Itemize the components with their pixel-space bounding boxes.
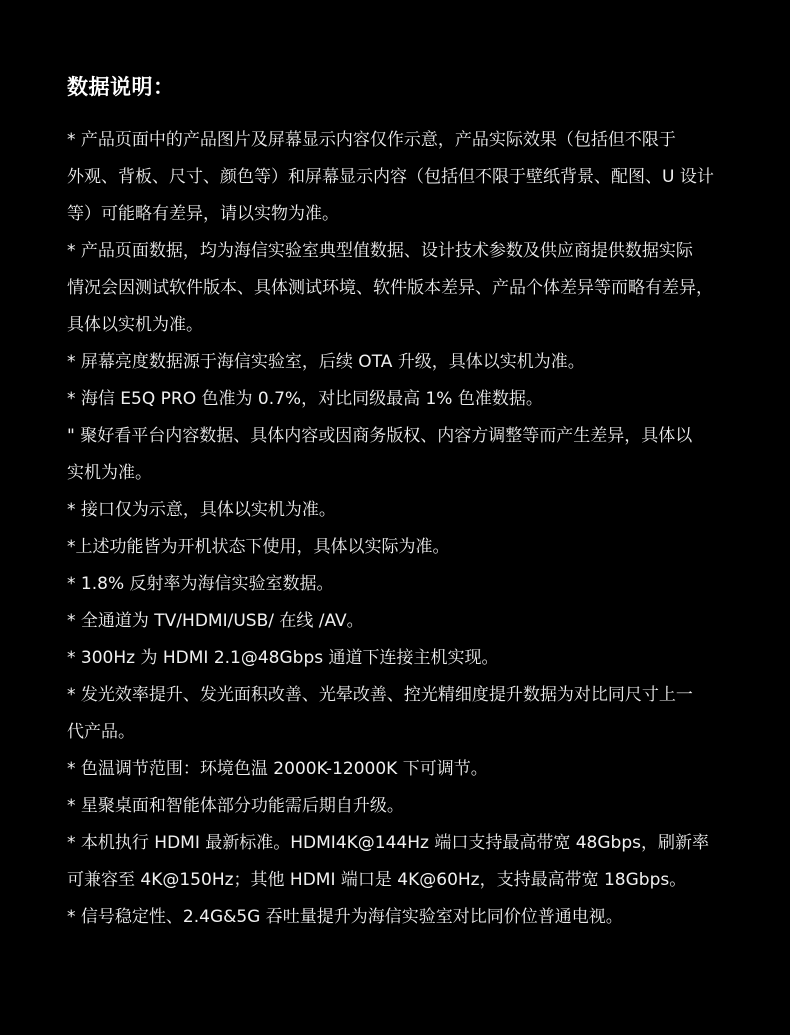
disclaimer-line: * 1.8% 反射率为海信实验室数据。 — [67, 574, 334, 594]
disclaimer-notes-list — [67, 122, 757, 936]
disclaimer-line: * 300Hz 为 HDMI 2.1@48Gbps 通道下连接主机实现。 — [67, 648, 499, 668]
disclaimer-line: 情况会因测试软件版本、具体测试环境、软件版本差异、产品个体差异等而略有差异， — [67, 278, 713, 298]
disclaimer-line: 代产品。 — [67, 722, 135, 742]
disclaimer-line: 等）可能略有差异，请以实物为准。 — [67, 204, 339, 224]
disclaimer-line: * 星聚桌面和智能体部分功能需后期自升级。 — [67, 796, 404, 816]
disclaimer-line: * 色温调节范围：环境色温 2000K-12000K 下可调节。 — [67, 759, 488, 779]
disclaimer-line: *上述功能皆为开机状态下使用，具体以实际为准。 — [67, 537, 450, 557]
disclaimer-line: * 全通道为 TV/HDMI/USB/ 在线 /AV。 — [67, 611, 364, 631]
disclaimer-line: " 聚好看平台内容数据、具体内容或因商务版权、内容方调整等而产生差异，具体以 — [67, 426, 693, 446]
page-title: 数据说明： — [67, 75, 175, 99]
disclaimer-line: * 产品页面中的产品图片及屏幕显示内容仅作示意，产品实际效果（包括但不限于 — [67, 130, 676, 150]
disclaimer-line: * 发光效率提升、发光面积改善、光晕改善、控光精细度提升数据为对比同尺寸上一 — [67, 685, 693, 705]
disclaimer-line: * 产品页面数据，均为海信实验室典型值数据、设计技术参数及供应商提供数据实际 — [67, 241, 693, 261]
disclaimer-line: * 信号稳定性、2.4G&5G 吞吐量提升为海信实验室对比同价位普通电视。 — [67, 907, 623, 927]
disclaimer-line: 实机为准。 — [67, 463, 152, 483]
disclaimer-line: 具体以实机为准。 — [67, 315, 203, 335]
disclaimer-line: * 屏幕亮度数据源于海信实验室，后续 OTA 升级，具体以实机为准。 — [67, 352, 585, 372]
disclaimer-line: * 海信 E5Q PRO 色准为 0.7%，对比同级最高 1% 色准数据。 — [67, 389, 543, 409]
disclaimer-line: * 接口仅为示意，具体以实机为准。 — [67, 500, 336, 520]
disclaimer-line: 可兼容至 4K@150Hz；其他 HDMI 端口是 4K@60Hz，支持最高带宽 18Gbps。 — [67, 870, 687, 890]
disclaimer-line: 外观、背板、尺寸、颜色等）和屏幕显示内容（包括但不限于壁纸背景、配图、U 设计 — [67, 167, 714, 187]
disclaimer-line: * 本机执行 HDMI 最新标准。HDMI4K@144Hz 端口支持最高带宽 48Gbps，刷新率 — [67, 833, 709, 853]
